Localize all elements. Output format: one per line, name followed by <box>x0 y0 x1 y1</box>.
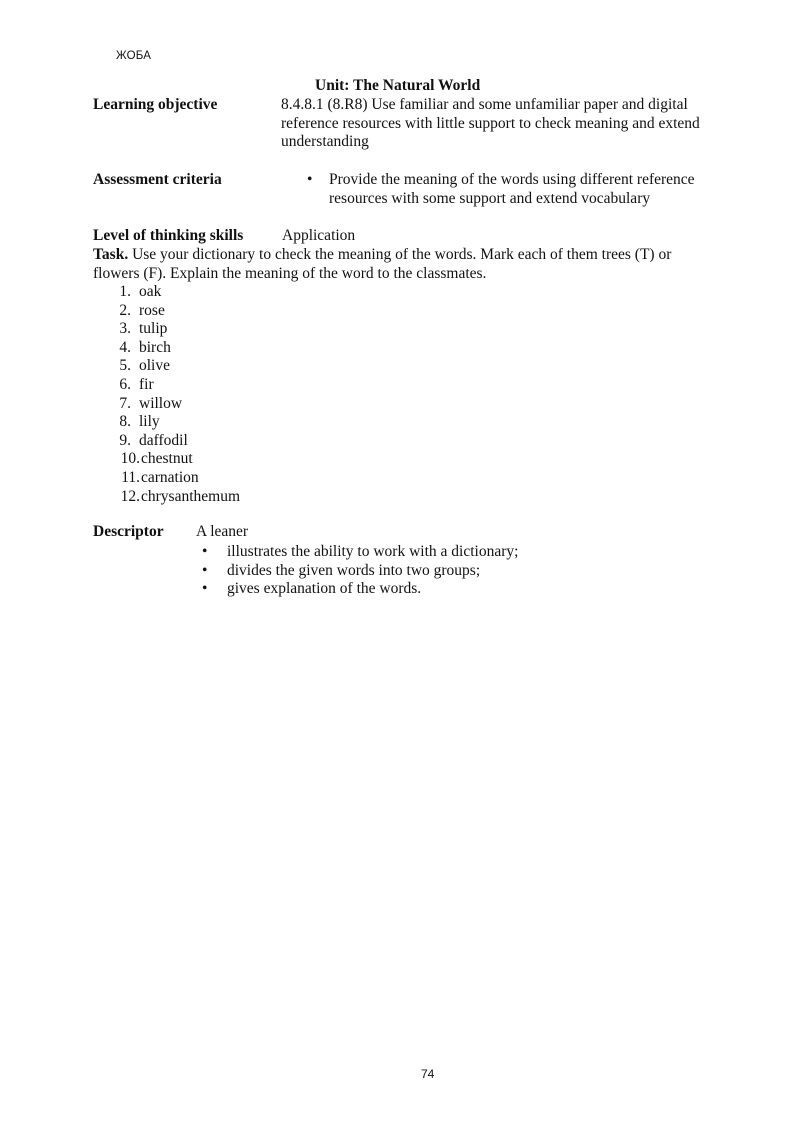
list-item-word: chestnut <box>141 450 193 468</box>
list-item <box>93 357 240 376</box>
list-item-number: 5. <box>119 357 131 375</box>
list-item-word: carnation <box>141 468 199 486</box>
assessment-criteria-item: • Provide the meaning of the words using different reference resources with some support and extend vocabulary <box>305 171 725 208</box>
list-item <box>93 488 240 507</box>
word-list <box>93 283 240 506</box>
list-item-word: olive <box>139 357 170 375</box>
list-item-number: 11. <box>121 468 140 486</box>
list-item-number: 2. <box>119 301 131 319</box>
assessment-criteria-label: Assessment criteria <box>93 171 222 188</box>
list-item-word: lily <box>139 413 160 431</box>
header-mark: ЖОБА <box>116 50 152 62</box>
list-item <box>93 469 240 488</box>
list-item-word: birch <box>139 338 171 356</box>
list-item <box>93 302 240 321</box>
list-item <box>93 413 240 432</box>
list-item-word: fir <box>139 375 154 393</box>
list-item-word: oak <box>139 283 162 300</box>
task-paragraph <box>93 246 713 283</box>
list-item-word: daffodil <box>139 431 188 449</box>
list-item-word: tulip <box>139 320 168 338</box>
assessment-criteria-list <box>305 171 725 208</box>
list-item <box>93 450 240 469</box>
list-item-number: 12. <box>120 487 140 505</box>
descriptor-item: • illustrates the ability to work with a dictionary; <box>200 543 518 562</box>
list-item-number: 1. <box>119 283 131 300</box>
learning-objective-text: 8.4.8.1 (8.R8) Use familiar and some unfamiliar paper and digital reference resources with little support to check meaning and extend understanding <box>281 96 700 151</box>
list-item-number: 7. <box>119 394 131 412</box>
task-text: Use your dictionary to check the meaning of the words. Mark each of them trees (T) or flowers (F). Explain the meaning of the word to the classmates. <box>93 246 672 282</box>
task-label: Task. <box>93 246 129 263</box>
descriptor-intro: A leaner <box>196 523 249 540</box>
list-item-number: 3. <box>119 320 131 338</box>
list-item <box>93 432 240 451</box>
list-item-number: 10. <box>120 450 140 468</box>
list-item-number: 6. <box>119 375 131 393</box>
list-item-word: willow <box>139 394 183 412</box>
list-item-number: 4. <box>119 338 131 356</box>
list-item <box>93 395 240 414</box>
list-item <box>93 320 240 339</box>
learning-objective-label: Learning objective <box>93 96 218 113</box>
list-item-number: 9. <box>119 431 131 449</box>
page-number: 74 <box>421 1067 435 1081</box>
list-item <box>93 283 240 302</box>
thinking-skills-value: Application <box>282 227 356 244</box>
unit-title: Unit: The Natural World <box>315 77 481 94</box>
list-item-number: 8. <box>119 413 131 431</box>
descriptor-label: Descriptor <box>93 523 164 540</box>
descriptor-item: • divides the given words into two groups; <box>200 562 518 581</box>
descriptor-item: • gives explanation of the words. <box>200 580 518 599</box>
list-item-word: rose <box>139 301 165 319</box>
list-item <box>93 376 240 395</box>
list-item <box>93 339 240 358</box>
thinking-skills-label: Level of thinking skills <box>93 227 244 244</box>
list-item-word: chrysanthemum <box>141 487 241 505</box>
descriptor-list <box>200 543 518 599</box>
